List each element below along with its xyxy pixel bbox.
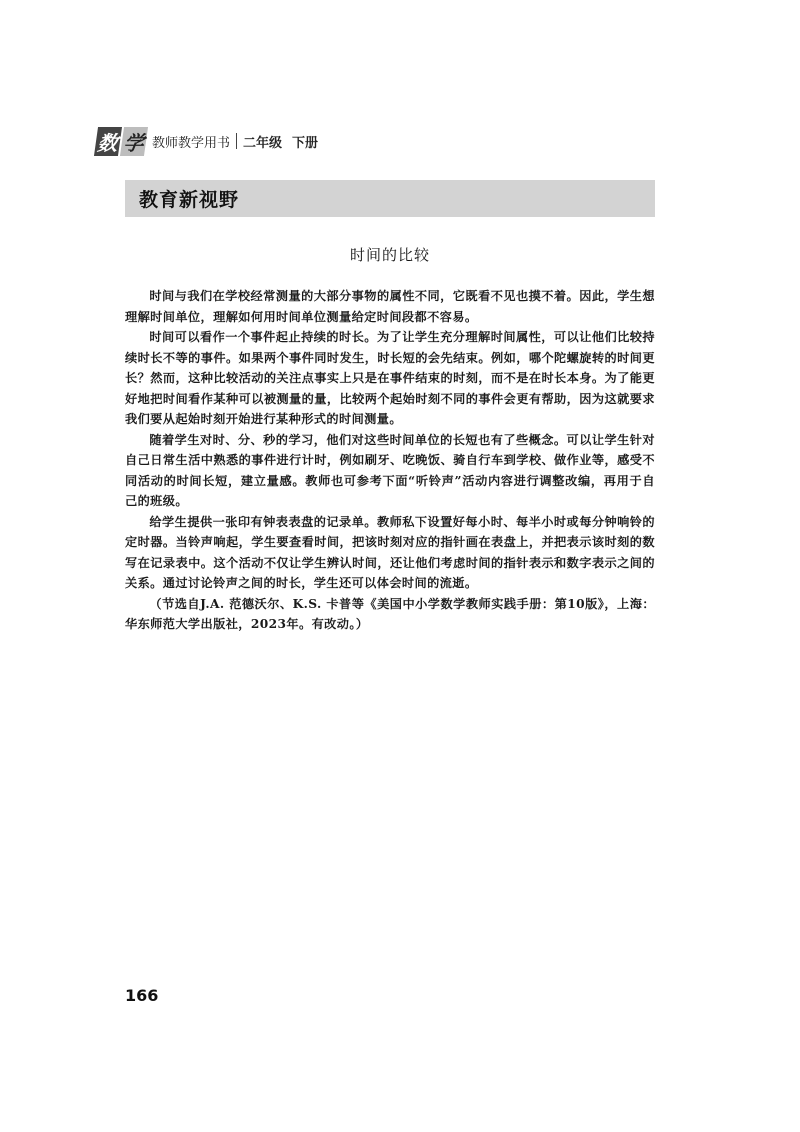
- page-number: 166: [125, 986, 159, 1005]
- page-header: [96, 128, 318, 154]
- article-body: [125, 286, 655, 635]
- grade-label: 二年级: [243, 135, 283, 151]
- logo-char-1: 数: [94, 127, 122, 156]
- paragraph: 时间可以看作一个事件起止持续的时长。为了让学生充分理解时间属性，可以让他们比较持续时长不等的事件。如果两个事件同时发生，时长短的会先结束。例如，哪个陀螺旋转的时间更长？然而，这种比较活动的关注点事实上只是在事件结束的时刻，而不是在时长本身。为了能更好地把时间看作某种可以被测量的量，比较两个起始时刻不同的事件会更有帮助，因为这就要求我们要从起始时刻开始进行某种形式的时间测量。: [125, 330, 655, 426]
- book-title: 教师教学用书: [152, 135, 231, 151]
- paragraph: 给学生提供一张印有钟表表盘的记录单。教师私下设置好每小时、每半小时或每分钟响铃的定时器。当铃声响起，学生要查看时间，把该时刻对应的指针画在表盘上，并把表示该时刻的数写在记录表中。这个活动不仅让学生辨认时间，还让他们考虑时间的指针表示和数字表示之间的关系。通过讨论铃声之间的时长，学生还可以体会时间的流逝。: [125, 514, 655, 590]
- section-title: 教育新视野: [139, 189, 240, 211]
- section-banner: [125, 180, 655, 217]
- article-title: 时间的比较: [349, 246, 430, 264]
- paragraph: 时间与我们在学校经常测量的大部分事物的属性不同，它既看不见也摸不着。因此，学生想理解时间单位，理解如何用时间单位测量给定时间段都不容易。: [125, 289, 655, 324]
- subject-logo: [96, 127, 146, 156]
- paragraph: 随着学生对时、分、秒的学习，他们对这些时间单位的长短也有了些概念。可以让学生针对自己日常生活中熟悉的事件进行计时，例如刷牙、吃晚饭、骑自行车到学校、做作业等，感受不同活动的时间长短，建立量感。教师也可参考下面“听铃声”活动内容进行调整改编，再用于自己的班级。: [125, 432, 655, 508]
- citation: （节选自J.A. 范德沃尔、K.S. 卡普等《美国中小学数学教师实践手册：第10版》，上海：华东师范大学出版社，2023年。有改动。）: [125, 596, 655, 631]
- volume-label: 下册: [292, 135, 319, 151]
- header-divider: [236, 133, 237, 149]
- logo-char-2: 学: [120, 127, 148, 156]
